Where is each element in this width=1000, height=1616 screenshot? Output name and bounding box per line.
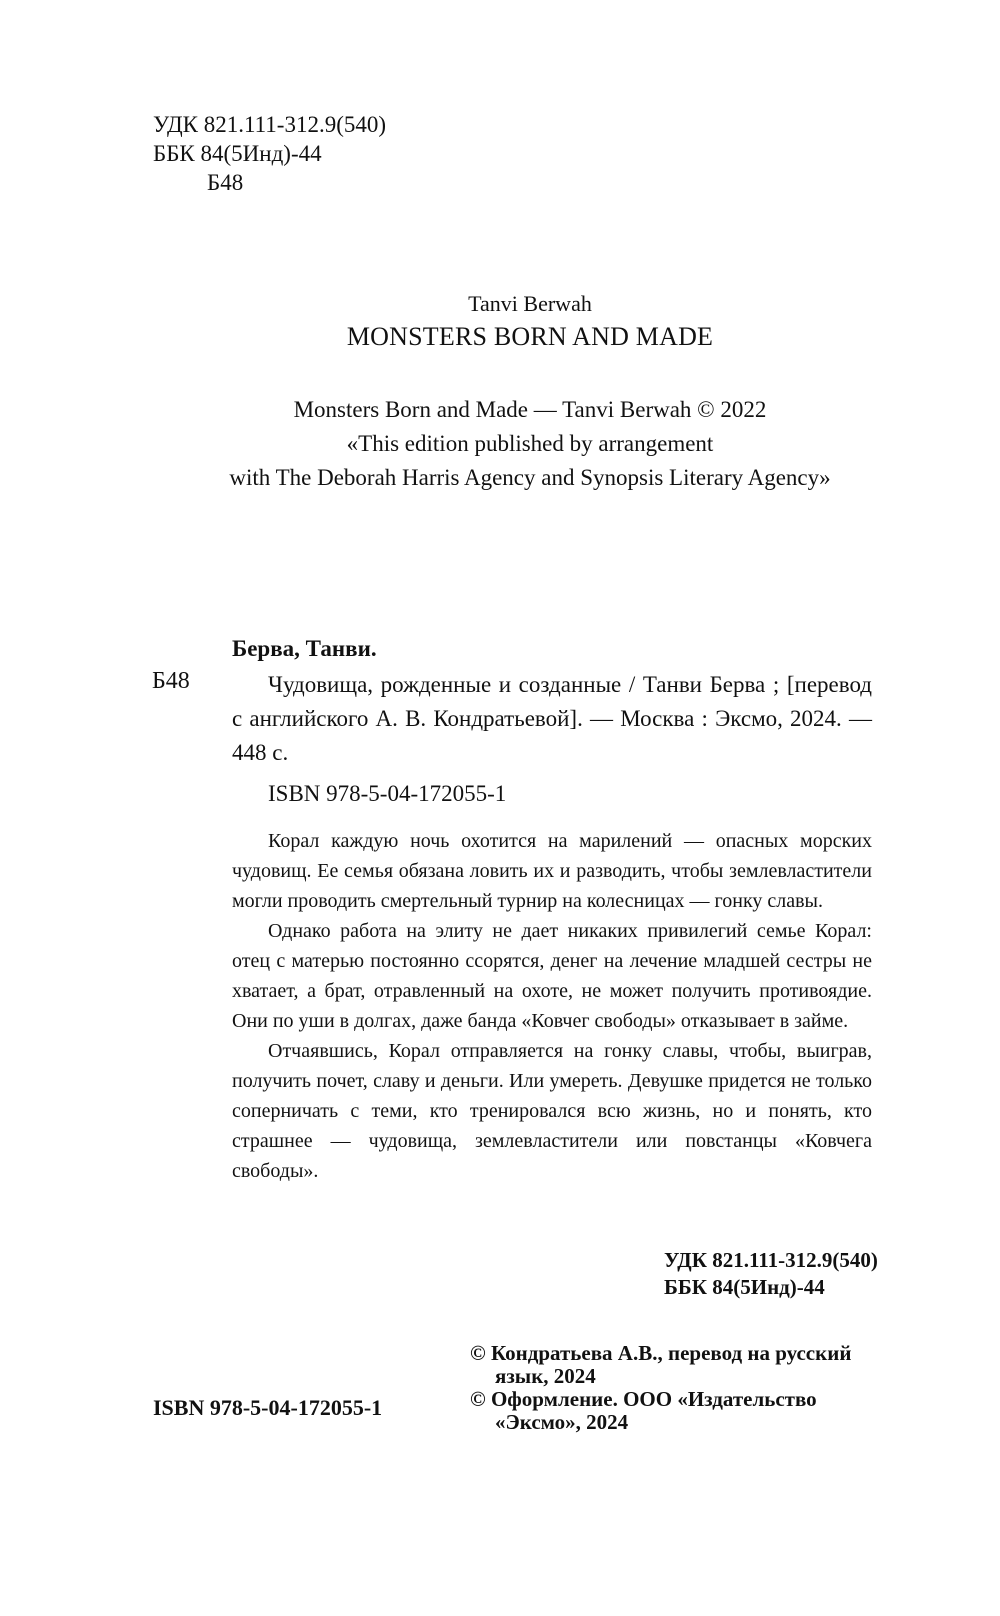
- copyright-design: © Оформление. ООО «Издательство «Эксмо», 2024: [470, 1387, 817, 1434]
- bib-description: Чудовища, рожденные и созданные / Танви Берва ; [перевод с английского А. В. Кондратьевой]. — Москва : Эксмо, 2024. — 448 с.: [232, 672, 872, 765]
- annotation-paragraph: Однако работа на элиту не дает никаких привилегий семье Корал: отец с матерью постоянно ссорятся, денег на лечение младшей сестры не хватает, а брат, отравленный на охоте, не может получить противоядие. Они по уши в долгах, даже банда «Ковчег свободы» отказывает в займе.: [232, 920, 872, 1032]
- arrangement-line-1: «This edition published by arrangement: [346, 431, 714, 456]
- bib-author: Берва, Танви.: [232, 636, 377, 661]
- original-title: MONSTERS BORN AND MADE: [346, 322, 714, 351]
- bbk-code-bottom: ББК 84(5Инд)-44: [664, 1275, 825, 1299]
- classification-top: [153, 110, 386, 197]
- original-copyright-line: Monsters Born and Made — Tanvi Berwah © 2022: [293, 397, 767, 422]
- annotation-paragraph: Корал каждую ночь охотится на марилений — опасных морских чудовищ. Ее семья обязана ловить их и разводить, чтобы землевластители могли проводить смертельный турнир на колесницах — гонку славы.: [232, 830, 872, 912]
- footer-copyrights: [470, 1342, 890, 1434]
- footer-isbn: ISBN 978-5-04-172055-1: [153, 1395, 383, 1420]
- rights-notice: [0, 393, 1000, 495]
- bib-author-mark: Б48: [152, 668, 190, 694]
- author-mark: Б48: [207, 170, 244, 195]
- annotation: [232, 826, 872, 1186]
- udk-code-bottom: УДК 821.111-312.9(540): [664, 1248, 878, 1272]
- classification-bottom: [664, 1247, 878, 1301]
- bbk-code: ББК 84(5Инд)-44: [153, 141, 322, 166]
- original-author: Tanvi Berwah: [468, 291, 592, 316]
- arrangement-line-2: with The Deborah Harris Agency and Synopsis Literary Agency»: [229, 465, 831, 490]
- annotation-paragraph: Отчаявшись, Корал отправляется на гонку славы, чтобы, выиграв, получить почет, славу и деньги. Или умереть. Девушке придется не только соперничать с теми, кто тренировался всю жизнь, но и понять, кто страшнее — чудовища, землевластители или повстанцы «Ковчега свободы».: [232, 1040, 872, 1182]
- copyright-translation: © Кондратьева А.В., перевод на русский язык, 2024: [470, 1341, 852, 1388]
- bib-isbn: ISBN 978-5-04-172055-1: [268, 781, 507, 806]
- udk-code: УДК 821.111-312.9(540): [153, 112, 387, 137]
